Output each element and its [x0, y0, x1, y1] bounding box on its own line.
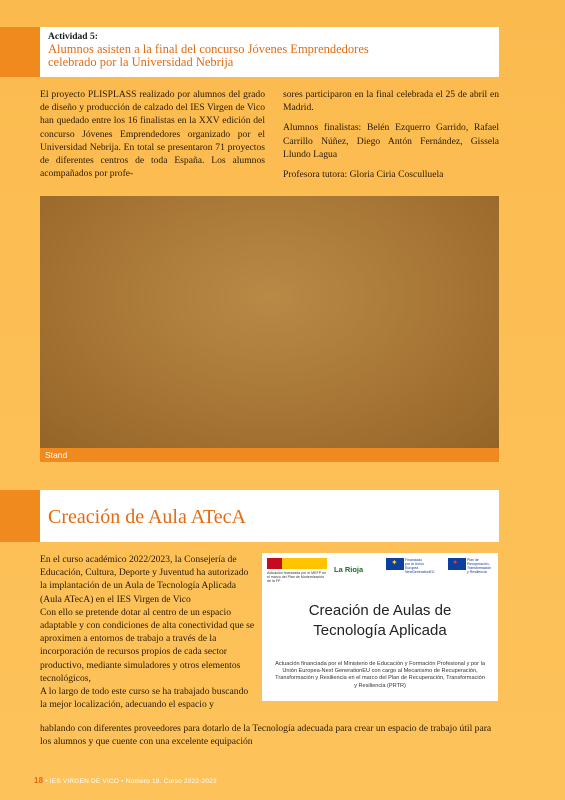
section-title: Creación de Aula ATecA: [48, 506, 246, 528]
article1-left-column: [40, 88, 265, 187]
article2-paragraph2: Con ello se pretende dotar al centro de un espacio adaptable y con condiciones de alta conectividad que se aproximen a entornos de trabajo a través de la incorporación de recursos propios de cada sector productivo, mediante simuladores y otros elementos tecnológicos,: [40, 606, 255, 684]
eu-flag-icon: [386, 558, 404, 570]
activity-label: Actividad 5:: [48, 32, 98, 42]
poster-title-line1: Creación de Aulas de: [308, 602, 452, 619]
activity-title-line2: celebrado por la Universidad Nebrija: [48, 55, 234, 69]
poster-title-line2: Tecnología Aplicada: [313, 622, 447, 639]
article2-paragraph3-line1: A lo largo de todo este curso se ha trabajado buscando la mejor localización, adecuando el espacio y: [40, 686, 249, 711]
eu-nextgeneration-logo: [386, 558, 435, 582]
prtr-logo: [448, 558, 494, 582]
eu-logo-text: Financiado por la Unión Europea NextGenerationEU: [405, 558, 435, 574]
aulas-poster: [262, 553, 498, 701]
la-rioja-logo: [334, 558, 376, 582]
page-number: 18: [34, 776, 44, 785]
activity-accent-strip: [0, 27, 40, 77]
article2-paragraph1: En el curso académico 2022/2023, la Consejería de Educación, Cultura, Deporte y Juventud ha autorizado la implantación de un Aula de Tecnología Aplicada (Aula ATecA) en el IES Virgen de Vico: [40, 554, 249, 605]
la-rioja-logo-text: La Rioja: [334, 565, 364, 574]
poster-text: Actuación financiada por el Ministerio de Educación y Formación Profesional y por la Unión Europea-Next GenerationEU con cargo al Mecanismo de Recuperación, Transformación y Resiliencia en el marco del Plan de Recuperación, Transformación y Resiliencia (PRTR): [275, 661, 485, 689]
article1-finalists: Alumnos finalistas: Belén Ezquerro Garrido, Rafael Carrillo Núñez, Diego Antón Fernández, Gissela Llundo Lagua: [283, 122, 499, 160]
stand-photo: [40, 196, 499, 448]
article2-wide-text: [40, 722, 502, 755]
prtr-logo-text: Plan de Recuperación, Transformación y Resiliencia: [467, 558, 492, 574]
footer-text: • IES VIRGEN DE VICO • Número 19. Curso 2022-2023: [45, 778, 217, 785]
article1-right-paragraph1: sores participaron en la final celebrada el 25 de abril en Madrid.: [283, 89, 499, 114]
section-accent-strip: [0, 490, 40, 542]
article2-column: [40, 553, 256, 711]
spain-flag-icon: [267, 558, 327, 569]
activity-title-line1: Alumnos asisten a la final del concurso Jóvenes Emprendedores: [48, 42, 369, 56]
poster-title: [262, 601, 498, 641]
photo-caption: Stand: [40, 448, 499, 462]
spain-logo-text: Actuación financiada por el MEFP en el marco del Plan de Modernización de la FP: [267, 571, 327, 583]
section-header: [40, 490, 499, 542]
prtr-flag-icon: [448, 558, 466, 570]
page-footer: [34, 776, 217, 785]
article2-paragraph3-rest: hablando con diferentes proveedores para dotarlo de la Tecnología adecuada para crear un espacio de trabajo útil para los alumnos y que cuente con una excelente equipación: [40, 723, 492, 748]
activity-header: [40, 27, 499, 77]
article1-left-paragraph: El proyecto PLISPLASS realizado por alumnos del grado de diseño y producción de calzado del IES Virgen de Vico han quedado entre los 16 finalistas en la XXV edición del concurso Jóvenes Emprendedores organizado por el Universidad Nebrija. En total se presentaron 71 proyectos de diferentes centros de toda España. Los alumnos acompañados por profe-: [40, 89, 265, 180]
spain-government-logo: [267, 558, 327, 582]
article1-right-column: [283, 88, 499, 188]
article1-tutor: Profesora tutora: Gloria Ciria Cosculluela: [283, 169, 444, 181]
